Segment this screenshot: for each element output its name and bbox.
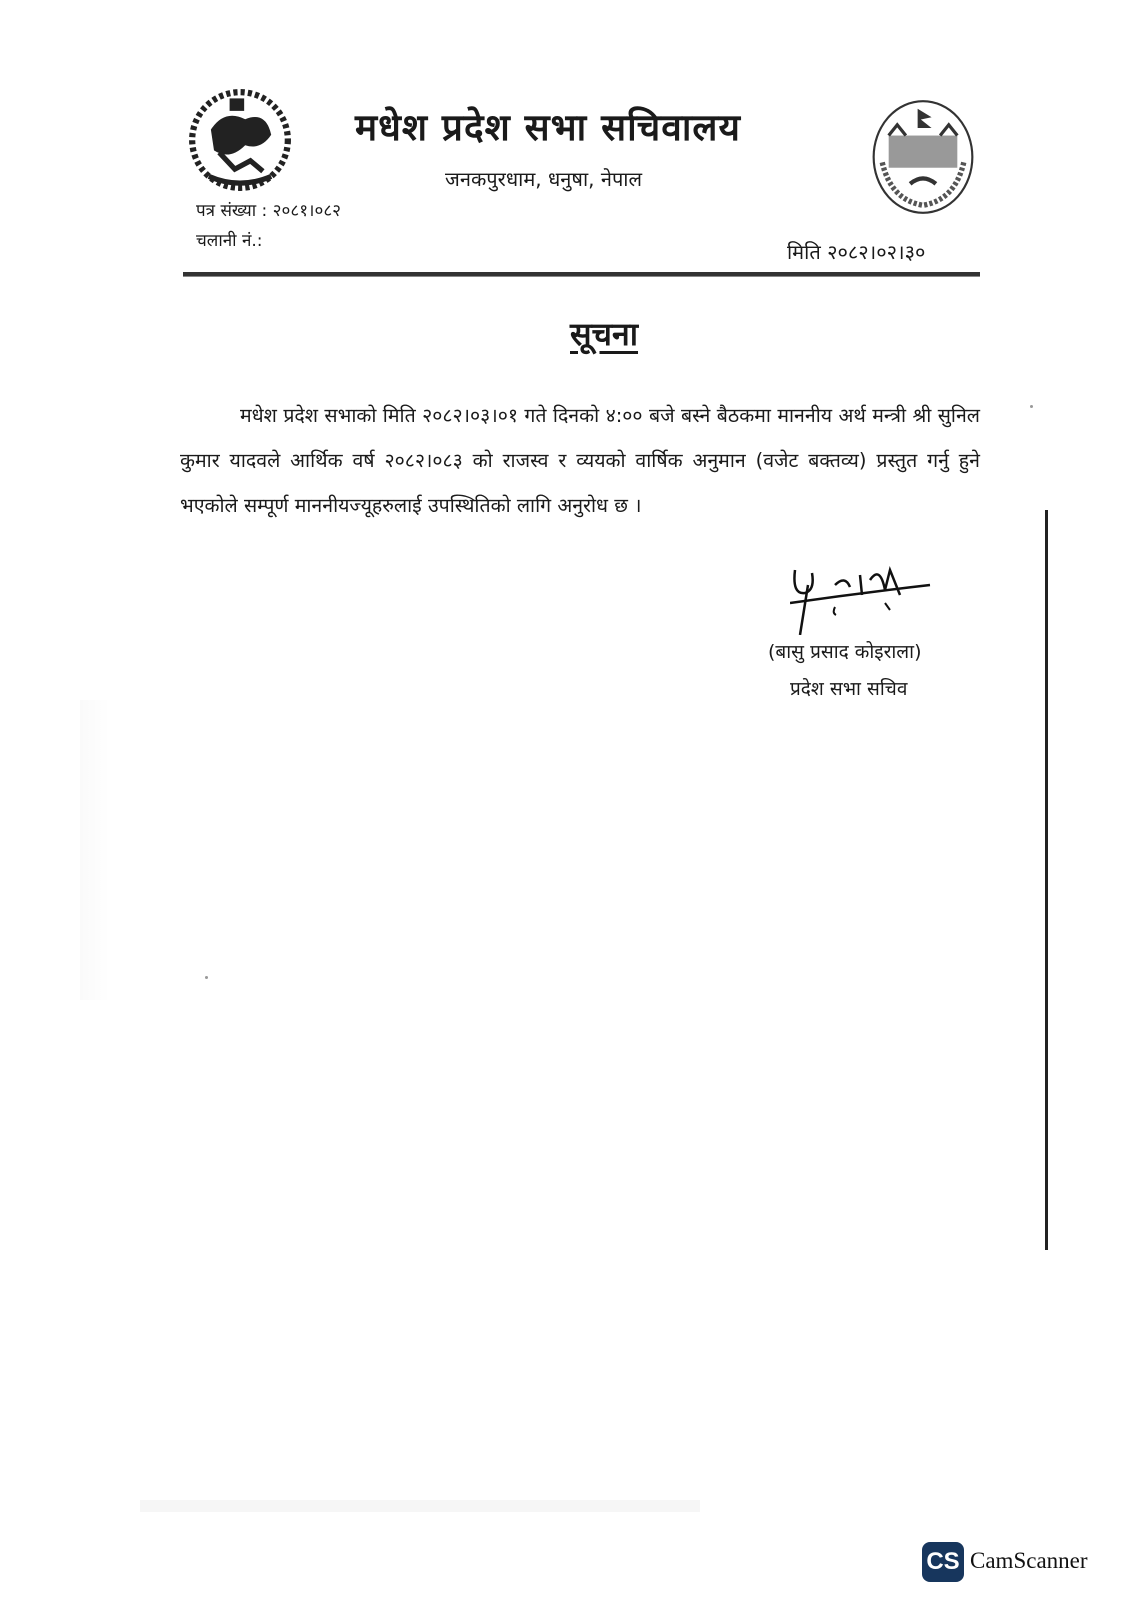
- notice-body: मधेश प्रदेश सभाको मिति २०८२।०३।०१ गते दिनको ४:०० बजे बस्ने बैठकमा माननीय अर्थ मन्त्री श्री सुनिल कुमार यादवले आर्थिक वर्ष २०८२।०८३ को राजस्व र व्ययको वार्षिक अनुमान (वजेट बक्तव्य) प्रस्तुत गर्नु हुने भएकोले सम्पूर्ण माननीयज्यूहरुलाई उपस्थितिको लागि अनुरोध छ ।: [180, 404, 980, 517]
- page-edge-line: [1045, 510, 1048, 1250]
- scan-speck: [1030, 405, 1033, 408]
- signatory-designation: प्रदेश सभा सचिव: [790, 678, 908, 700]
- signatory-name: (बासु प्रसाद कोइराला): [768, 641, 922, 663]
- notice-title: सूचना: [570, 315, 639, 353]
- office-title: मधेश प्रदेश सभा सचिवालय: [355, 106, 741, 149]
- scan-band: [140, 1500, 700, 1512]
- scan-shadow: [80, 700, 110, 1000]
- scan-speck: [205, 976, 208, 979]
- dispatch-number: चलानी नं.:: [196, 231, 263, 251]
- madhesh-emblem-icon: [868, 98, 978, 216]
- office-address: जनकपुरधाम, धनुषा, नेपाल: [445, 167, 643, 191]
- nepal-emblem-icon: [188, 88, 292, 192]
- signature-icon: [790, 565, 940, 635]
- camscanner-logo-icon: CS: [922, 1542, 964, 1582]
- letter-number: पत्र संख्या : २०८१।०८२: [196, 201, 342, 221]
- letter-date: मिति २०८२।०२।३०: [787, 240, 926, 264]
- camscanner-label: CamScanner: [970, 1548, 1088, 1573]
- header-divider: [183, 272, 980, 277]
